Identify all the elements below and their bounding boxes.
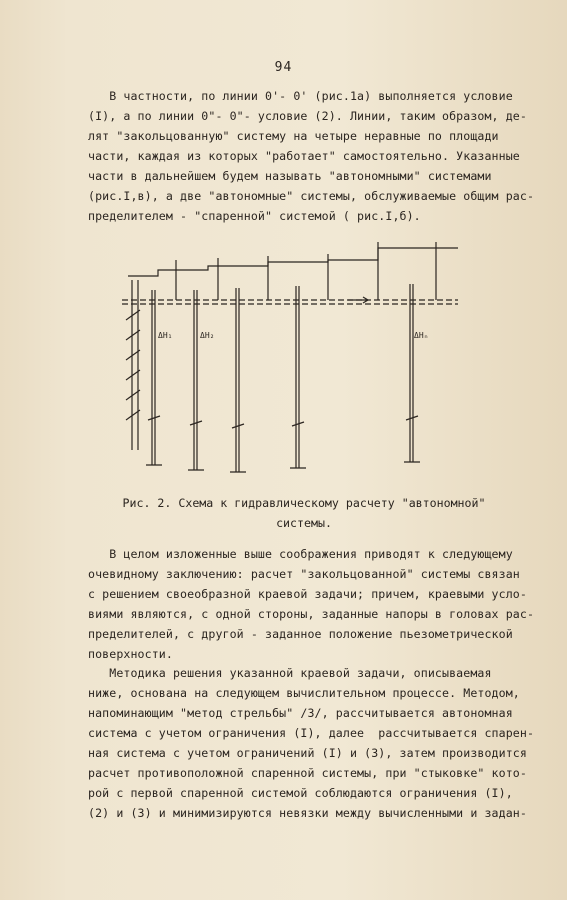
text-line: Методика решения указанной краевой задачи, описываемая: [88, 666, 492, 680]
paragraph-2: [88, 544, 535, 664]
text-line: поверхности.: [88, 647, 173, 661]
text-line: пределителей, с другой - заданное положение пьезометрической: [88, 627, 513, 641]
text-line: части, каждая из которых "работает" самостоятельно. Указанные: [88, 149, 520, 163]
text-line: В целом изложенные выше соображения приводят к следующему: [88, 547, 513, 561]
reference-line: [176, 242, 436, 300]
page-number: 94: [274, 60, 293, 75]
text-line: части в дальнейшем будем называть "автономными" системами: [88, 169, 492, 183]
break-mark: [148, 416, 418, 428]
hydraulic-scheme-figure: [118, 240, 478, 480]
lateral-pipe: [194, 290, 197, 470]
lateral-pipe: [236, 288, 239, 472]
caption-line: системы.: [276, 516, 332, 530]
text-line: ная система с учетом ограничений (I) и (3), затем производится: [88, 746, 527, 760]
feeder-pipe: [132, 280, 138, 450]
figure-caption: [88, 493, 520, 533]
text-line: ниже, основана на следующем вычислительном процессе. Методом,: [88, 686, 520, 700]
head-label-n: ΔHₙ: [414, 331, 429, 340]
text-line: пределителем - "спаренной" системой ( рис.I,б).: [88, 209, 421, 223]
scheme-drawing: [118, 240, 478, 480]
text-line: с решением своеобразной краевой задачи; причем, краевыми усло-: [88, 587, 527, 601]
lateral-pipe: [152, 290, 155, 465]
flow-arrow: [348, 297, 368, 303]
paragraph-1: [88, 86, 535, 226]
caption-line: Рис. 2. Схема к гидравлическому расчету "автономной": [122, 496, 486, 510]
piezometric-line: [128, 248, 458, 276]
paragraph-3: [88, 663, 535, 823]
text-line: напоминающим "метод стрельбы" /3/, рассчитывается автономная: [88, 706, 513, 720]
text-line: система с учетом ограничения (I), далее рассчитывается спарен-: [88, 726, 535, 740]
head-label-1: ΔH₁: [158, 331, 173, 340]
lateral-pipe: [410, 284, 413, 462]
text-line: В частности, по линии 0'- 0' (рис.1а) выполняется условие: [88, 89, 513, 103]
head-label-2: ΔH₂: [200, 331, 215, 340]
lateral-pipe: [296, 286, 299, 468]
text-line: (2) и (3) и минимизируются невязки между вычисленными и задан-: [88, 806, 527, 820]
text-line: рой с первой спаренной системой соблюдаются ограничения (I),: [88, 786, 513, 800]
text-line: виями являются, с одной стороны, заданные напоры в головах рас-: [88, 607, 535, 621]
text-line: очевидному заключению: расчет "закольцованной" системы связан: [88, 567, 520, 581]
text-line: лят "закольцованную" систему на четыре неравные по площади: [88, 129, 499, 143]
bottom-tick: [146, 462, 420, 472]
text-line: (I), а по линии 0"- 0"- условие (2). Линии, таким образом, де-: [88, 109, 527, 123]
text-line: расчет противоположной спаренной системы, при "стыковке" кото-: [88, 766, 527, 780]
text-line: (рис.I,в), а две "автономные" системы, обслуживаемые общим рас-: [88, 189, 535, 203]
